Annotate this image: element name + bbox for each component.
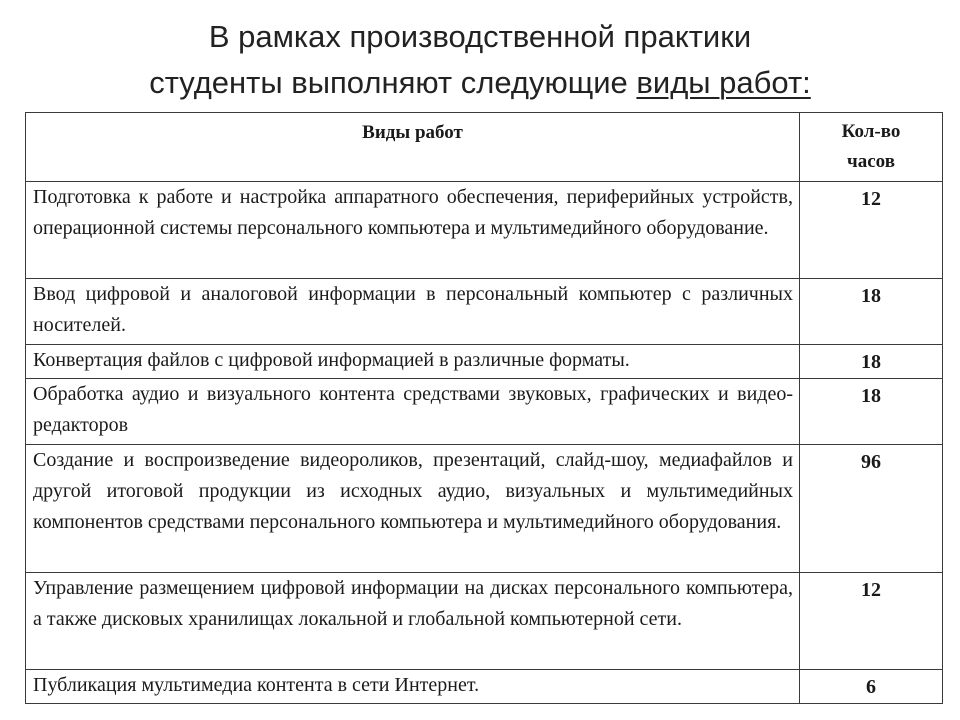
table-row [26, 379, 943, 445]
hours-cell: 18 [800, 379, 943, 445]
task-cell: Создание и воспроизведение видеороликов, презентаций, слайд-шоу, медиафайлов и другой итоговой продукции из исходных аудио, визуальных и мультимедийных компонентов средствами персонального компьютера и мультимедийного оборудования. [26, 445, 800, 573]
task-cell: Публикация мультимедиа контента в сети Интернет. [26, 670, 800, 704]
header-work-types: Виды работ [26, 113, 800, 182]
hours-cell: 18 [800, 345, 943, 379]
table-row [26, 279, 943, 345]
hours-cell: 18 [800, 279, 943, 345]
table-row [26, 345, 943, 379]
title-line-2 [0, 60, 960, 106]
title-line-2-prefix: студенты выполняют следующие [149, 65, 637, 100]
table-row [26, 670, 943, 704]
table-row [26, 573, 943, 670]
task-cell: Ввод цифровой и аналоговой информации в персональный компьютер с различных носителей. [26, 279, 800, 345]
header-hours [800, 113, 943, 182]
hours-cell: 12 [800, 182, 943, 279]
task-cell: Обработка аудио и визуального контента средствами звуковых, графических и видео-редакторов [26, 379, 800, 445]
header-hours-line-2: часов [847, 151, 895, 172]
hours-cell: 12 [800, 573, 943, 670]
header-hours-line-1: Кол-во [841, 121, 901, 142]
table-row [26, 445, 943, 573]
hours-cell: 6 [800, 670, 943, 704]
hours-cell: 96 [800, 445, 943, 573]
title-underlined-text: виды работ: [636, 65, 811, 100]
table-header-row [26, 113, 943, 182]
task-cell: Конвертация файлов с цифровой информацией в различные форматы. [26, 345, 800, 379]
work-types-table [25, 112, 943, 704]
title-line-1: В рамках производственной практики [208, 19, 752, 54]
table-row [26, 182, 943, 279]
task-cell: Подготовка к работе и настройка аппаратного обеспечения, периферийных устройств, операционной системы персонального компьютера и мультимедийного оборудование. [26, 182, 800, 279]
task-cell: Управление размещением цифровой информации на дисках персонального компьютера, а также дисковых хранилищах локальной и глобальной компьютерной сети. [26, 573, 800, 670]
slide-title [0, 14, 960, 106]
